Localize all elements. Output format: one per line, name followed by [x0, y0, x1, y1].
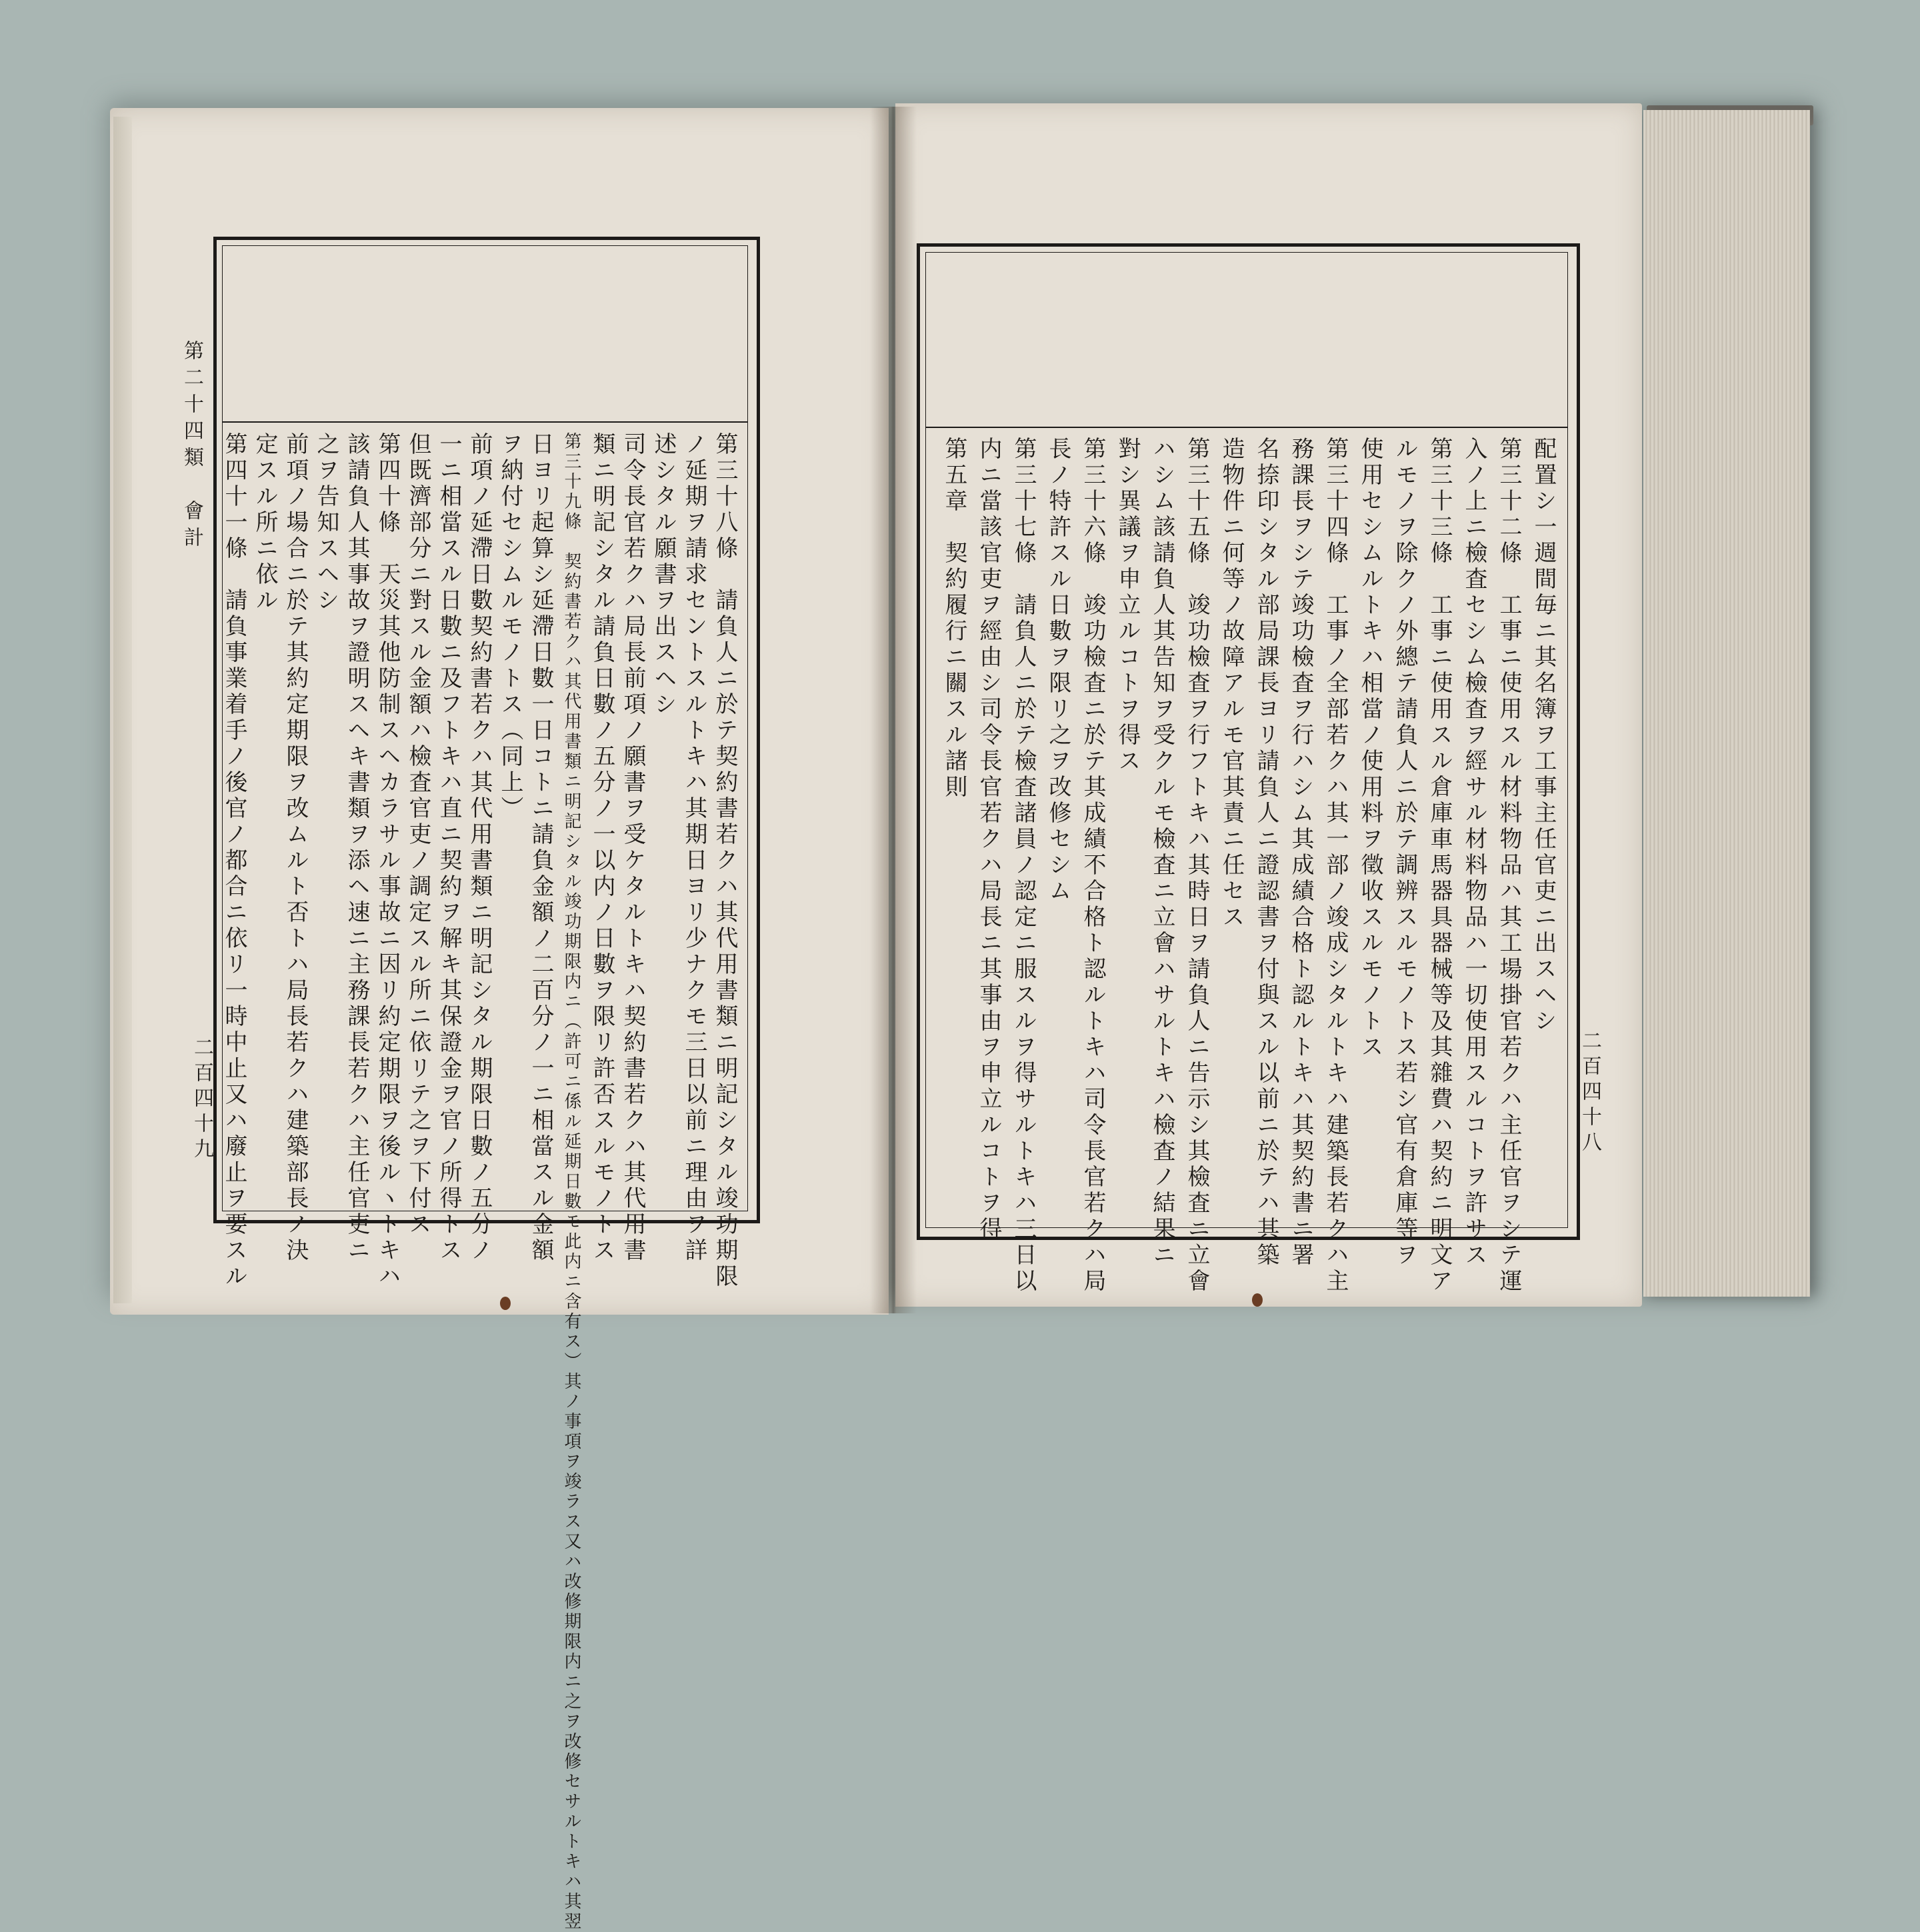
text-column: 司令長官若クハ局長前項ノ願書ヲ受ケタルトキハ契約書若クハ其代用書 — [619, 432, 646, 1264]
text-column: 務課長ヲシテ竣功檢査ヲ行ハシム其成績合格ト認ルトキハ其契約書ニ署 — [1287, 437, 1314, 1269]
binding-hole — [1252, 1293, 1263, 1307]
text-column: 該請負人其事故ヲ證明スヘキ書類ヲ添ヘ速ニ主務課長若クハ主任官吏ニ — [343, 432, 370, 1264]
book-gutter — [870, 107, 917, 1313]
text-column: 内ニ當該官吏ヲ經由シ司令長官若クハ局長ニ其事由ヲ申立ルコトヲ得 — [975, 437, 1002, 1243]
text-column: 第五章 契約履行ニ關スル諸則 — [941, 437, 967, 801]
text-column: 前項ノ延滯日數契約書若クハ其代用書類ニ明記シタル期限日數ノ五分ノ — [466, 432, 493, 1264]
text-column: 第三十七條 請負人ニ於テ檢査諸員ノ認定ニ服スルヲ得サルトキハ三日以 — [1010, 437, 1037, 1295]
left-page-text — [221, 432, 740, 1932]
text-column: 對シ異議ヲ申立ルコトヲ得ス — [1114, 437, 1141, 775]
text-column: 名捺印シタル部局課長ヨリ請負人ニ證認書ヲ付與スル以前ニ於テハ其築 — [1253, 437, 1279, 1269]
text-column: 定スル所ニ依ル — [251, 432, 278, 614]
right-page-text — [933, 437, 1559, 1295]
text-column: 長ノ特許スル日數ヲ限リ之ヲ改修セシム — [1045, 437, 1071, 905]
text-column: 第三十三條 工事ニ使用スル倉庫車馬器具器械等及其雜費ハ契約ニ明文ア — [1426, 437, 1453, 1295]
text-column: 入ノ上ニ檢査セシム檢査ヲ經サル材料物品ハ一切使用スルコトヲ許サス — [1461, 437, 1487, 1269]
text-column: 但既濟部分ニ對スル金額ハ檢査官吏ノ調定スル所ニ依リテ之ヲ下付ス — [405, 432, 431, 1238]
binding-hole — [500, 1297, 511, 1310]
text-column: 第四十一條 請負事業着手ノ後官ノ都合ニ依リ一時中止又ハ廢止ヲ要スル — [221, 432, 247, 1290]
text-column: 第三十二條 工事ニ使用スル材料物品ハ其工場掛官若クハ主任官ヲシテ運 — [1495, 437, 1522, 1295]
running-head: 第二十四類 會計 — [180, 340, 203, 553]
text-column: ノ延期ヲ請求セントスルトキハ其期日ヨリ少ナクモ三日以前ニ理由ヲ詳 — [681, 432, 707, 1264]
text-column: 之ヲ告知スヘシ — [313, 432, 339, 614]
text-column: 述シタル願書ヲ出スヘシ — [650, 432, 677, 718]
left-page-edge — [113, 117, 132, 1303]
right-page-header-rule — [926, 427, 1567, 428]
right-page-number: 二百四十八 — [1578, 1030, 1601, 1157]
text-column: 第三十四條 工事ノ全部若クハ其一部ノ竣成シタルトキハ建築長若クハ主 — [1322, 437, 1349, 1295]
text-column: 使用セシムルトキハ相當ノ使用料ヲ徵收スルモノトス — [1357, 437, 1383, 1061]
text-column: 造物件ニ何等ノ故障アルモ官其責ニ任セス — [1218, 437, 1245, 931]
text-column: 配置シ一週間毎ニ其名簿ヲ工事主任官吏ニ出スヘシ — [1530, 437, 1557, 1035]
text-column: 第三十八條 請負人ニ於テ契約書若クハ其代用書類ニ明記シタル竣功期限 — [711, 432, 738, 1290]
text-column: 前項ノ場合ニ於テ其約定期限ヲ改ムルト否トハ局長若クハ建築部長ノ決 — [282, 432, 309, 1264]
text-column: ヲ納付セシムルモノトス（同上） — [497, 432, 523, 822]
text-column: 第三十六條 竣功檢査ニ於テ其成績不合格ト認ルトキハ司令長官若クハ局 — [1079, 437, 1106, 1295]
text-column: 第三十九條 契約書若クハ其代用書類ニ明記シタル竣功期限内ニ（許可ニ係ル延期日數モ此内ニ含有ス）其ノ事項ヲ竣ラス又ハ改修期限内ニ之ヲ改修セサルトキハ其翌 — [561, 432, 581, 1932]
text-column: 第四十條 天災其他防制スヘカラサル事故ニ因リ約定期限ヲ後ルヽトキハ — [374, 432, 401, 1290]
left-page-header-rule — [223, 421, 747, 423]
page-block-edge — [1643, 110, 1810, 1297]
text-column: 類ニ明記シタル請負日數ノ五分ノ一以内ノ日數ヲ限リ許否スルモノトス — [589, 432, 615, 1264]
text-column: ルモノヲ除クノ外總テ請負人ニ於テ調辨スルモノトス若シ官有倉庫等ヲ — [1391, 437, 1418, 1269]
show-through-text — [1587, 340, 1616, 367]
text-column: ハシム該請負人其告知ヲ受クルモ檢査ニ立會ハサルトキハ檢査ノ結果ニ — [1149, 437, 1175, 1269]
text-column: 日ヨリ起算シ延滯日數一日コトニ請負金額ノ二百分ノ一ニ相當スル金額 — [527, 432, 554, 1264]
text-column: 一ニ相當スル日數ニ及フトキハ直ニ契約ヲ解キ其保證金ヲ官ノ所得トス — [435, 432, 462, 1264]
left-page-number: 二百四十九 — [190, 1037, 213, 1163]
text-column: 第三十五條 竣功檢査ヲ行フトキハ其時日ヲ請負人ニ告示シ其檢査ニ立會 — [1183, 437, 1210, 1295]
